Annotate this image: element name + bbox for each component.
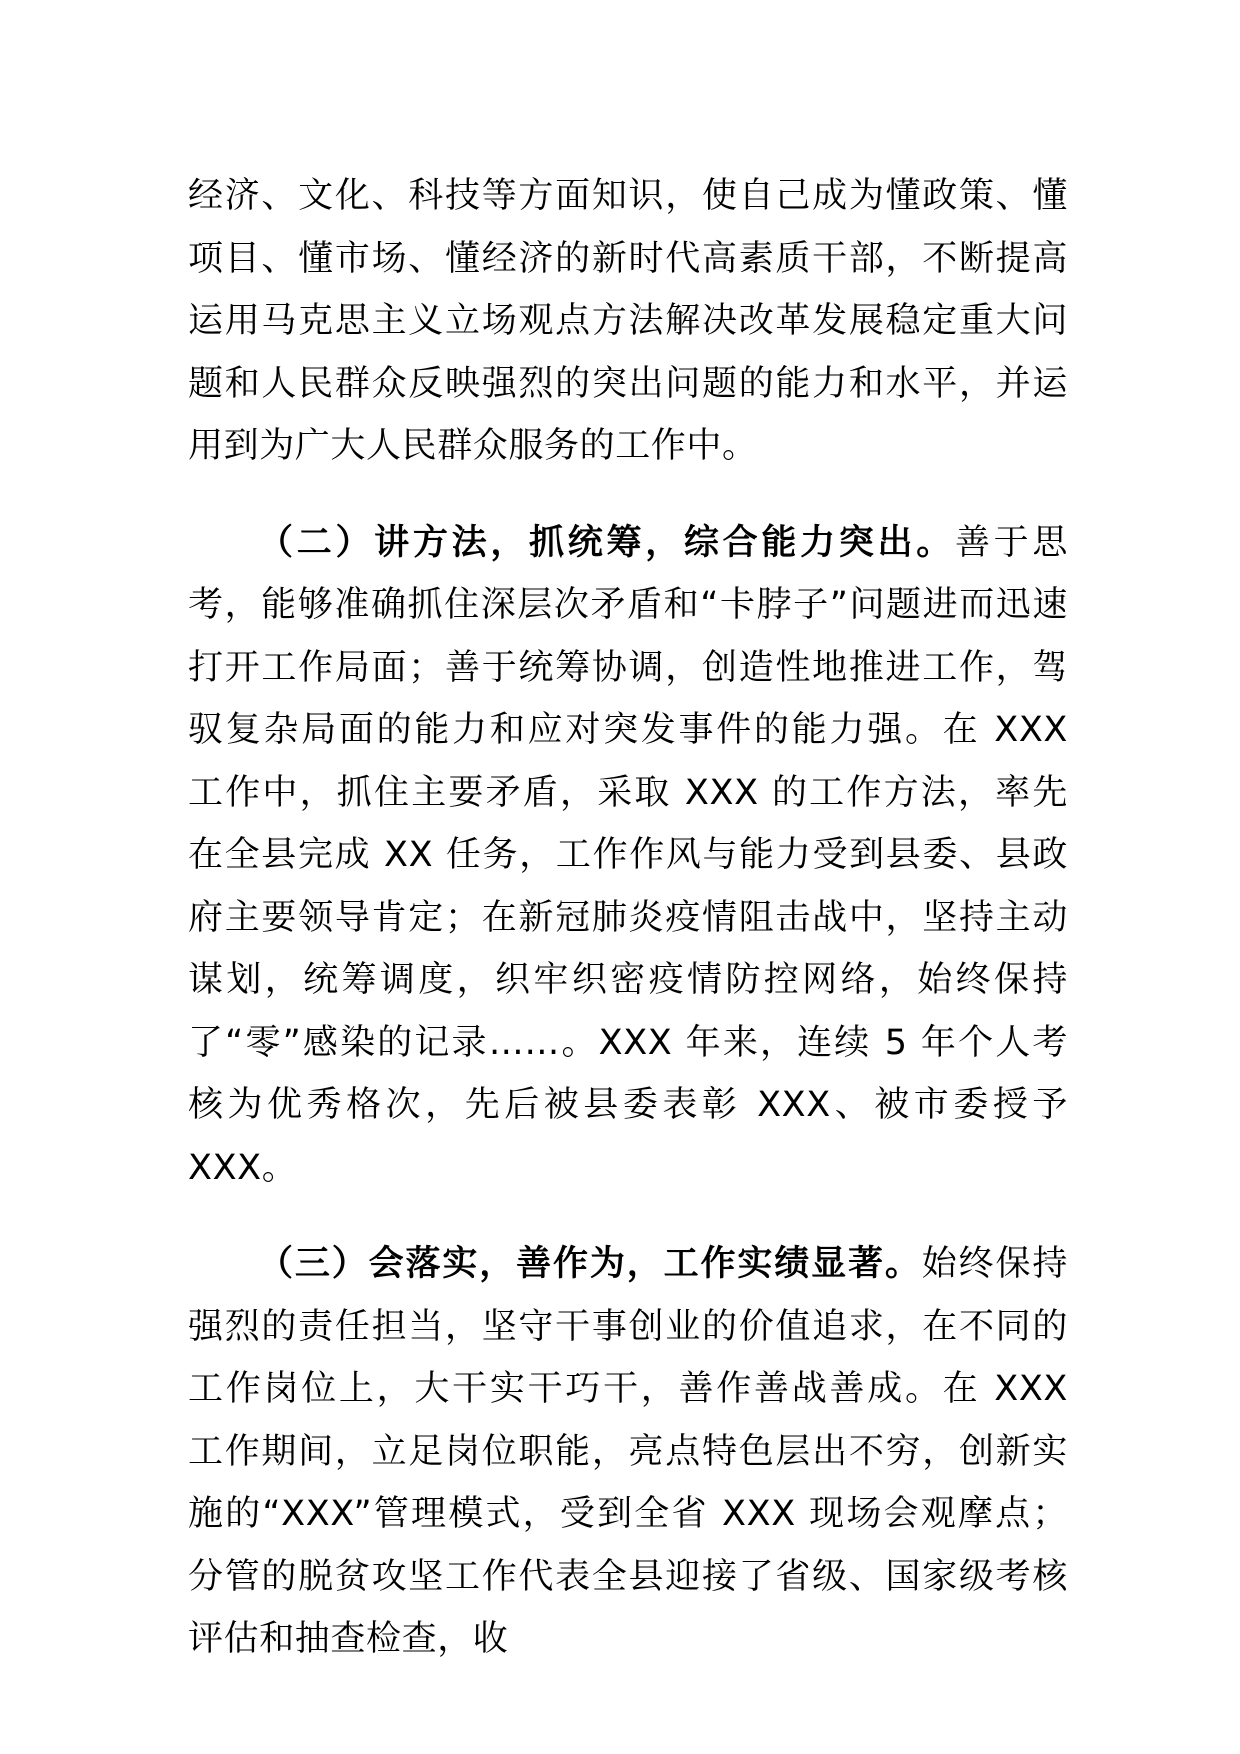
paragraph-continuation — [188, 165, 1068, 478]
paragraph-section-three — [188, 1233, 1068, 1671]
paragraph-section-two — [188, 512, 1068, 1200]
paragraph-text: 善于思考，能够准确抓住深层次矛盾和“卡脖子”问题进而迅速打开工作局面；善于统筹协调，创造性地推进工作，驾驭复杂局面的能力和应对突发事件的能力强。在 XXX 工作中，抓住主要矛盾，采取 XXX 的工作方法，率先在全县完成 XX 任务，工作作风与能力受到县委、县政府主要领导肯定；在新冠肺炎疫情阻击战中，坚持主动谋划，统筹调度，织牢织密疫情防控网络，始终保持了“零”感染的记录……。XXX 年来，连续 5 年个人考核为优秀格次，先后被县委表彰 XXX、被市委授予 XXX。 — [188, 522, 1068, 1188]
section-heading: （二）讲方法，抓统筹，综合能力突出。 — [258, 522, 955, 563]
paragraph-text: 经济、文化、科技等方面知识，使自己成为懂政策、懂项目、懂市场、懂经济的新时代高素质干部，不断提高运用马克思主义立场观点方法解决改革发展稳定重大问题和人民群众反映强烈的突出问题的能力和水平，并运用到为广大人民群众服务的工作中。 — [188, 176, 1068, 466]
paragraph-text: 始终保持强烈的责任担当，坚守干事创业的价值追求，在不同的工作岗位上，大干实干巧干，善作善战善成。在 XXX 工作期间，立足岗位职能，亮点特色层出不穷，创新实施的“XXX”管理模式，受到全省 XXX 现场会观摩点；分管的脱贫攻坚工作代表全县迎接了省级、国家级考核评估和抽查检查，收 — [188, 1244, 1068, 1659]
section-heading: （三）会落实，善作为，工作实绩显著。 — [258, 1244, 922, 1284]
document-page — [188, 165, 1068, 1671]
